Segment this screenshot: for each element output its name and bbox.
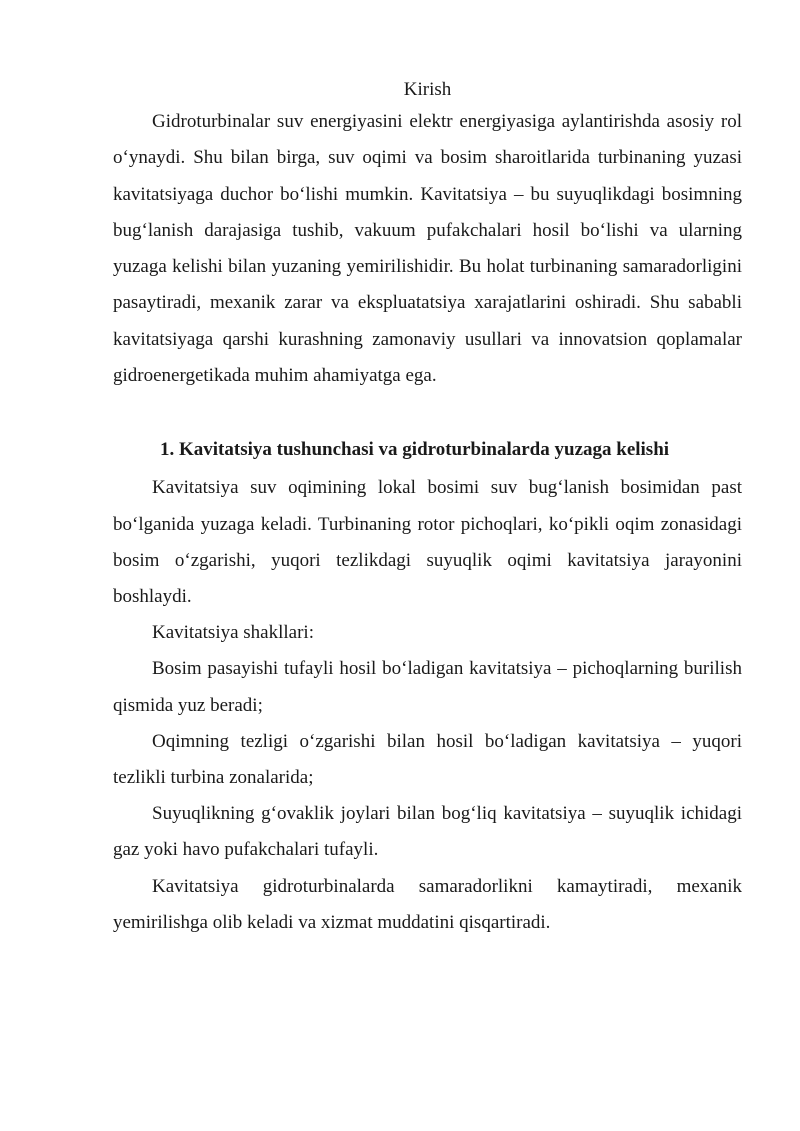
section-paragraph-3: Bosim pasayishi tufayli hosil bo‘ladigan kavitatsiya – pichoqlarning burilish qismida yuz beradi; — [113, 658, 742, 716]
section-paragraph-2: Kavitatsiya shakllari: — [152, 622, 314, 644]
document-page — [113, 76, 742, 941]
section-paragraph-6: Kavitatsiya gidroturbinalarda samaradorlikni kamaytiradi, mexanik yemirilishga olib keladi va xizmat muddatini qisqartiradi. — [113, 875, 742, 933]
section-paragraph-4: Oqimning tezligi o‘zgarishi bilan hosil bo‘ladigan kavitatsiya – yuqori tezlikli turbina zonalarida; — [113, 730, 742, 788]
intro-paragraph: Gidroturbinalar suv energiyasini elektr energiyasiga aylantirishda asosiy rol o‘ynaydi. Shu bilan birga, suv oqimi va bosim sharoitlarida turbinaning yuzasi kavitatsiyaga duchor bo‘lishi mumkin. Kavitatsiya – bu suyuqlikdagi bosimning bug‘lanish darajasiga tushib, vakuum pufakchalari hosil bo‘lishi va ularning yuzaga kelishi bilan yuzaning yemirilishidir. Bu holat turbinaning samaradorligini pasaytiradi, mexanik zarar va ekspluatatsiya xarajatlarini oshiradi. Shu sababli kavitatsiyaga qarshi kurashning zamonaviy usullari va innovatsion qoplamalar gidroenergetikada muhim ahamiyatga ega. — [113, 111, 742, 387]
document-title: Kirish — [403, 79, 452, 100]
section-paragraph-5: Suyuqlikning g‘ovaklik joylari bilan bog‘liq kavitatsiya – suyuqlik ichidagi gaz yoki havo pufakchalari tufayli. — [113, 803, 742, 861]
section-heading: 1. Kavitatsiya tushunchasi va gidroturbinalarda yuzaga kelishi — [160, 439, 670, 461]
section-spacer — [113, 394, 742, 436]
section-paragraph-1: Kavitatsiya suv oqimining lokal bosimi suv bug‘lanish bosimidan past bo‘lganida yuzaga keladi. Turbinaning rotor pichoqlari, ko‘pikli oqim zonasidagi bosim o‘zgarishi, yuqori tezlikdagi suyuqlik oqimi kavitatsiya jarayonini boshlaydi. — [113, 477, 742, 607]
